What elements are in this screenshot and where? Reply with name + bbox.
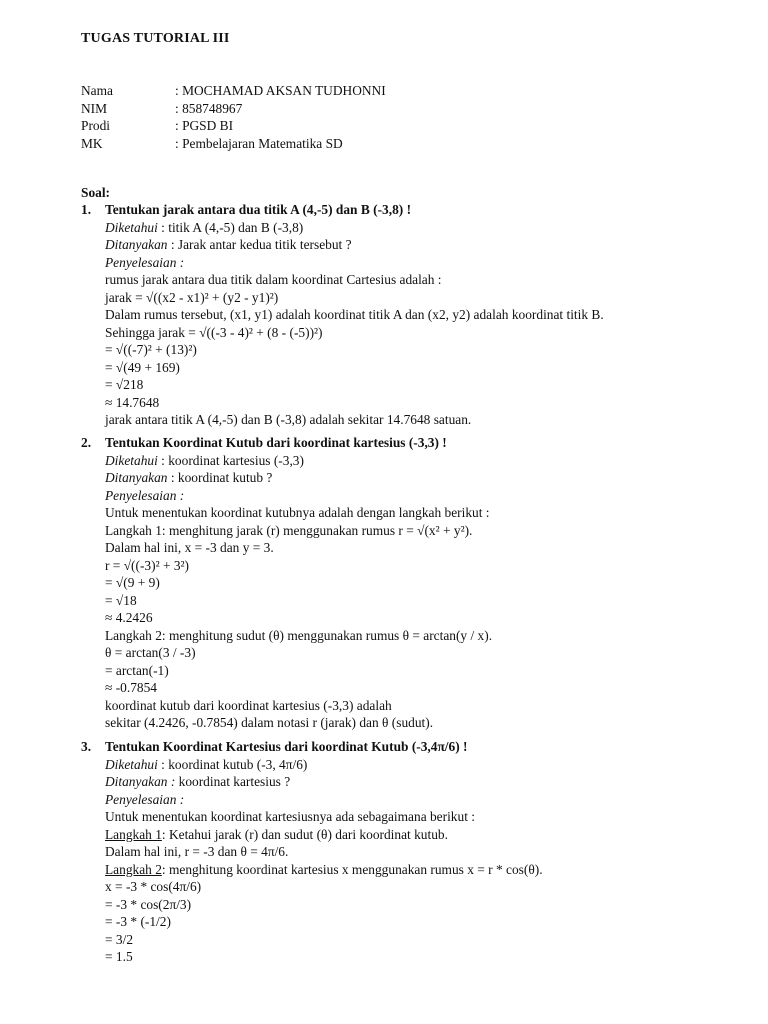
diketahui-label: Diketahui [105, 219, 158, 235]
ditanyakan-label: Ditanyakan : [105, 774, 176, 789]
diketahui-value: : koordinat kutub (-3, 4π/6) [157, 756, 308, 772]
identity-label: MK [81, 135, 103, 151]
langkah-2-text: : menghitung koordinat kartesius x menggunakan rumus x = r * cos(θ). [161, 861, 543, 877]
ditanyakan-line [105, 773, 543, 791]
diketahui-line [105, 452, 492, 470]
solution-line: rumus jarak antara dua titik dalam koordinat Cartesius adalah : [105, 272, 442, 287]
solution-line: Dalam hal ini, r = -3 dan θ = 4π/6. [105, 844, 289, 859]
diketahui-label: Diketahui [105, 756, 158, 772]
solution-line: Dalam rumus tersebut, (x1, y1) adalah koordinat titik A dan (x2, y2) adalah koordinat titik B. [105, 307, 604, 322]
solution-line: Untuk menentukan koordinat kutubnya adalah dengan langkah berikut : [105, 505, 490, 520]
question-number: 1. [81, 202, 92, 217]
identity-row-mk [81, 135, 386, 153]
question-number: 2. [81, 435, 92, 450]
solution-line: = arctan(-1) [105, 662, 169, 678]
ditanyakan-line [105, 236, 604, 254]
solution-line: ≈ 14.7648 [105, 394, 160, 410]
identity-label: Prodi [81, 118, 111, 133]
diketahui-value: : koordinat kartesius (-3,3) [157, 452, 304, 468]
penyelesaian-line [105, 254, 604, 272]
solution-line: = √18 [105, 592, 137, 608]
langkah-1-text: : Ketahui jarak (r) dan sudut (θ) dari koordinat kutub. [161, 826, 448, 842]
solution-line: Langkah 1: menghitung jarak (r) menggunakan rumus r = √(x² + y²). [105, 522, 473, 538]
solution-line: = √((-7)² + (13)²) [105, 342, 197, 357]
ditanyakan-line [105, 469, 492, 487]
identity-value: : MOCHAMAD AKSAN TUDHONNI [175, 83, 386, 98]
identity-block [81, 82, 386, 152]
question-2 [81, 434, 492, 732]
ditanyakan-label: Ditanyakan [105, 470, 168, 485]
question-1 [81, 201, 604, 429]
penyelesaian-label: Penyelesaian : [105, 791, 185, 807]
identity-label: NIM [81, 100, 108, 116]
ditanyakan-value: koordinat kartesius ? [175, 774, 291, 789]
solution-line: jarak = √((x2 - x1)² + (y2 - y1)²) [105, 289, 279, 305]
solution-line: koordinat kutub dari koordinat kartesius (-3,3) adalah [105, 697, 392, 713]
question-text: Tentukan Koordinat Kartesius dari koordinat Kutub (-3,4π/6) ! [105, 739, 468, 754]
question-heading [81, 738, 543, 756]
solution-intro: Untuk menentukan koordinat kartesiusnya ada sebagaimana berikut : [105, 809, 475, 824]
question-text: Tentukan jarak antara dua titik A (4,-5) dan B (-3,8) ! [105, 202, 412, 217]
question-3 [81, 738, 543, 966]
langkah-2-line [105, 861, 543, 879]
langkah-1-label: Langkah 1 [105, 826, 162, 842]
diketahui-line [105, 756, 543, 774]
diketahui-line [105, 219, 604, 237]
solution-line: r = √((-3)² + 3²) [105, 557, 190, 573]
solution-line: = 1.5 [105, 949, 133, 964]
solution-line: = √218 [105, 377, 144, 392]
ditanyakan-value: : Jarak antar kedua titik tersebut ? [167, 237, 352, 252]
solution-line: Sehingga jarak = √((-3 - 4)² + (8 - (-5))²) [105, 324, 323, 340]
penyelesaian-line [105, 487, 492, 505]
ditanyakan-label: Ditanyakan [105, 237, 168, 252]
solution-line: jarak antara titik A (4,-5) dan B (-3,8) adalah sekitar 14.7648 satuan. [105, 412, 472, 427]
penyelesaian-line [105, 791, 543, 809]
solution-line: = √(9 + 9) [105, 575, 160, 590]
identity-row-prodi [81, 117, 386, 135]
solution-line: Dalam hal ini, x = -3 dan y = 3. [105, 540, 274, 555]
solution-line: = 3/2 [105, 931, 134, 947]
ditanyakan-value: : koordinat kutub ? [167, 470, 273, 485]
langkah-2-label: Langkah 2 [105, 861, 162, 877]
question-heading [81, 434, 492, 452]
question-text: Tentukan Koordinat Kutub dari koordinat kartesius (-3,3) ! [105, 435, 447, 450]
identity-row-nama [81, 82, 386, 100]
question-number: 3. [81, 739, 92, 754]
identity-label: Nama [81, 83, 113, 98]
diketahui-value: : titik A (4,-5) dan B (-3,8) [157, 219, 304, 235]
solution-line: ≈ -0.7854 [105, 680, 157, 695]
identity-row-nim [81, 100, 386, 118]
identity-value: : 858748967 [175, 100, 243, 116]
solution-line: = -3 * cos(2π/3) [105, 896, 192, 912]
langkah-1-line [105, 826, 543, 844]
penyelesaian-label: Penyelesaian : [105, 487, 185, 503]
penyelesaian-label: Penyelesaian : [105, 254, 185, 270]
question-heading [81, 201, 604, 219]
solution-line: θ = arctan(3 / -3) [105, 645, 196, 660]
diketahui-label: Diketahui [105, 452, 158, 468]
solution-line: Langkah 2: menghitung sudut (θ) menggunakan rumus θ = arctan(y / x). [105, 627, 493, 643]
solution-line: = -3 * (-1/2) [105, 914, 171, 929]
identity-value: : PGSD BI [175, 118, 234, 133]
document-title: TUGAS TUTORIAL III [81, 31, 230, 46]
solution-line: ≈ 4.2426 [105, 610, 153, 625]
solution-line: sekitar (4.2426, -0.7854) dalam notasi r (jarak) dan θ (sudut). [105, 715, 434, 730]
solution-line: = √(49 + 169) [105, 359, 180, 375]
identity-value: : Pembelajaran Matematika SD [175, 135, 343, 151]
soal-heading: Soal: [81, 185, 111, 200]
solution-line: x = -3 * cos(4π/6) [105, 879, 202, 894]
